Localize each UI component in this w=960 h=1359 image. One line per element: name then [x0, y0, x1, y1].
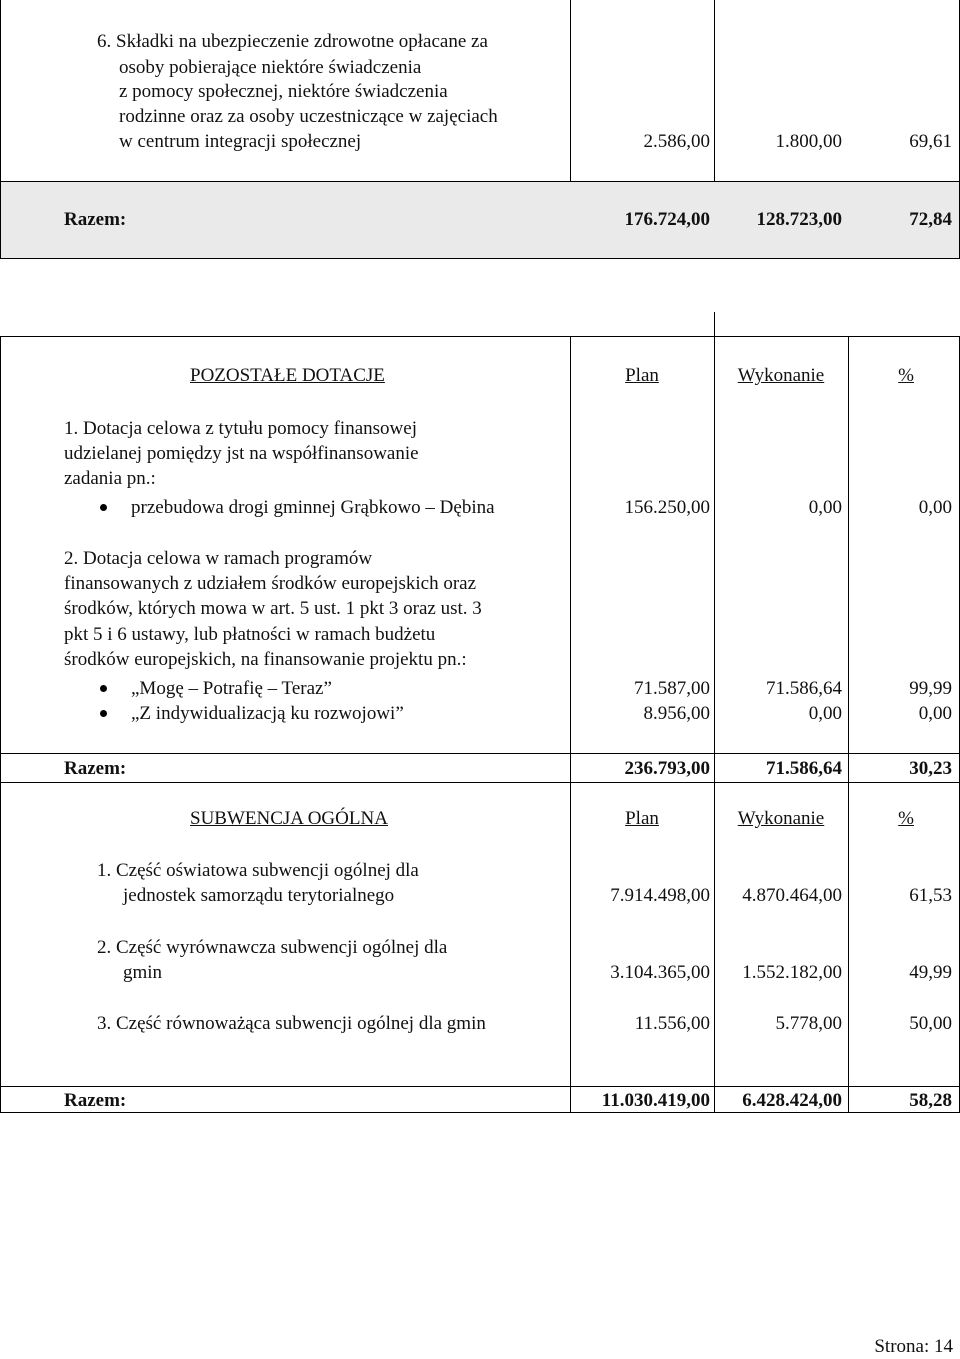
item1-bullet-text: przebudowa drogi gminnej Grąbkowo – Dębina [131, 497, 495, 518]
section-c-total-exec: 6.428.424,00 [742, 1090, 842, 1111]
table-b-divider-3 [848, 336, 849, 1112]
section-a-total-plan: 176.724,00 [624, 209, 710, 230]
row-plan: 7.914.498,00 [610, 885, 710, 906]
item2-line: pkt 5 i 6 ustawy, lub płatności w ramach budżetu [64, 624, 436, 645]
section-b-col-pct: % [898, 365, 914, 386]
item2-bullet-plan: 8.956,00 [643, 703, 710, 724]
item2-line: finansowanych z udziałem środków europejskich oraz [64, 573, 477, 594]
item2-line: 2. Dotacja celowa w ramach programów [64, 548, 373, 569]
row-line: gmin [123, 962, 163, 983]
section-b-total-exec: 71.586,64 [766, 758, 842, 779]
row-line: 2. Część wyrównawcza subwencji ogólnej dla [97, 937, 448, 958]
row-pct: 61,53 [909, 885, 952, 906]
item2-bullet-plan: 71.587,00 [634, 678, 710, 699]
table-b-divider-2 [714, 336, 715, 1112]
table-b-left-border [0, 336, 1, 1112]
table-a-bottom-line [0, 258, 960, 259]
item6-pct-value: 69,61 [909, 131, 952, 152]
section-c-col-pct: % [898, 808, 914, 829]
section-a-total-pct: 72,84 [909, 209, 952, 230]
bullet-icon [100, 504, 107, 511]
item6-plan-value: 2.586,00 [643, 131, 710, 152]
item2-bullet-text: „Z indywidualizacją ku rozwojowi” [131, 703, 404, 724]
row-line: 3. Część równoważąca subwencji ogólnej dla gmin [97, 1013, 486, 1034]
row-exec: 5.778,00 [775, 1013, 842, 1034]
table-b-top-line [0, 336, 960, 337]
section-c-title: SUBWENCJA OGÓLNA [190, 808, 388, 829]
section-b-title: POZOSTAŁE DOTACJE [190, 365, 385, 386]
section-c-total-label: Razem: [64, 1090, 127, 1111]
section-c-col-plan: Plan [625, 808, 659, 829]
bullet-icon [100, 685, 107, 692]
row-pct: 49,99 [909, 962, 952, 983]
item2-bullet-exec: 0,00 [808, 703, 842, 724]
item2-bullet-exec: 71.586,64 [766, 678, 842, 699]
item1-plan-value: 156.250,00 [624, 497, 710, 518]
row-exec: 1.552.182,00 [742, 962, 842, 983]
item6-line: osoby pobierające niektóre świadczenia [119, 57, 422, 78]
row-exec: 4.870.464,00 [742, 885, 842, 906]
row-line: jednostek samorządu terytorialnego [123, 885, 395, 906]
item6-line: 6. Składki na ubezpieczenie zdrowotne opłacane za [97, 31, 488, 52]
table-b-divider-1 [570, 336, 571, 1112]
row-line: 1. Część oświatowa subwencji ogólnej dla [97, 860, 419, 881]
item1-line: udzielanej pomiędzy jst na współfinansowanie [64, 443, 419, 464]
row-plan: 11.556,00 [634, 1013, 710, 1034]
section-a-total-exec: 128.723,00 [756, 209, 842, 230]
item2-line: środków, których mowa w art. 5 ust. 1 pkt 3 oraz ust. 3 [64, 598, 482, 619]
item2-bullet-pct: 0,00 [918, 703, 952, 724]
item1-exec-value: 0,00 [808, 497, 842, 518]
item1-line: 1. Dotacja celowa z tytułu pomocy finansowej [64, 418, 417, 439]
row-pct: 50,00 [909, 1013, 952, 1034]
item1-line: zadania pn.: [64, 468, 156, 489]
section-b-total-pct: 30,23 [909, 758, 952, 779]
section-b-total-plan: 236.793,00 [624, 758, 710, 779]
item1-pct-value: 0,00 [918, 497, 952, 518]
item2-bullet-pct: 99,99 [909, 678, 952, 699]
item2-bullet-text: „Mogę – Potrafię – Teraz” [131, 678, 332, 699]
bullet-icon [100, 710, 107, 717]
item6-line: rodzinne oraz za osoby uczestniczące w zajęciach [119, 106, 498, 127]
item2-line: środków europejskich, na finansowanie projektu pn.: [64, 649, 467, 670]
table-a-total-top-line [0, 181, 960, 182]
section-a-total-label: Razem: [64, 209, 127, 230]
item6-line: w centrum integracji społecznej [119, 131, 362, 152]
table-c-total-top [0, 1086, 960, 1087]
section-b-col-exec: Wykonanie [737, 365, 825, 386]
item6-exec-value: 1.800,00 [775, 131, 842, 152]
section-b-total-label: Razem: [64, 758, 127, 779]
row-plan: 3.104.365,00 [610, 962, 710, 983]
table-b-total-top [0, 753, 960, 754]
section-c-col-exec: Wykonanie [737, 808, 825, 829]
table-b-total-bottom [0, 782, 960, 783]
table-b-stub [714, 312, 715, 336]
section-c-total-pct: 58,28 [909, 1090, 952, 1111]
page-number: Strona: 14 [874, 1336, 953, 1357]
section-b-col-plan: Plan [625, 365, 659, 386]
section-c-total-plan: 11.030.419,00 [601, 1090, 710, 1111]
item6-line: z pomocy społecznej, niektóre świadczenia [119, 81, 448, 102]
